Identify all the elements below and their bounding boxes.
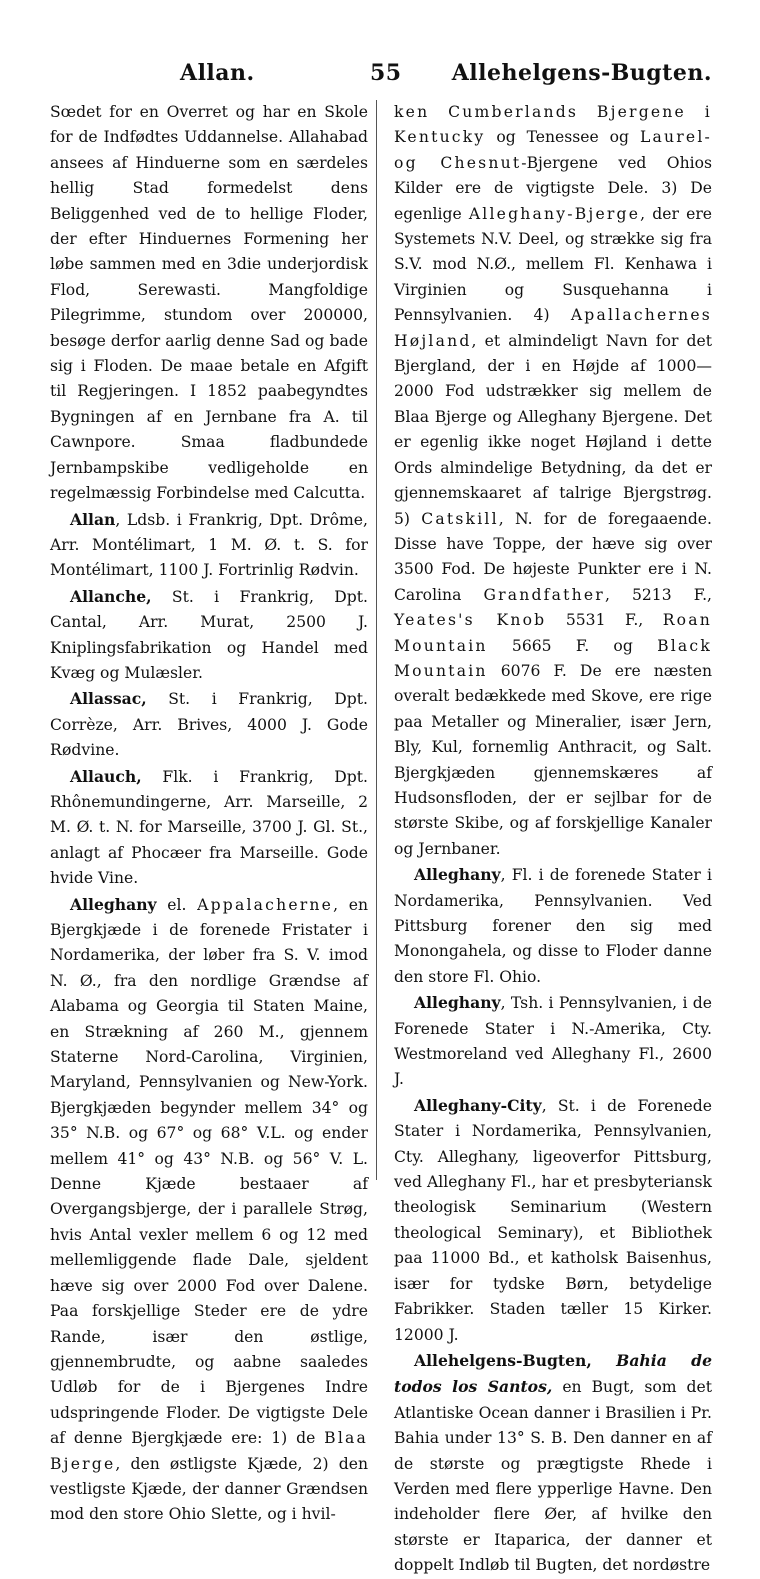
right-column <box>394 100 712 1579</box>
header-right-word: Allehelgens-Bugten. <box>451 60 712 86</box>
headword: Allan <box>70 509 116 529</box>
headword: Alleghany <box>70 894 157 914</box>
entry-alleghany-mountains: Alleghany el. Appalacherne, en Bjergkjæde i de forenede Fristater i Nordamerika, der løber fra S. V. imod N. Ø., fra den nordlige Grændse af Alabama og Georgia til Staten Maine, en Strækning af 260 M., gjennem Staterne Nord-Carolina, Virginien, Maryland, Pennsylvanien og New-York. Bjergkjæden begynder mellem 34° og 35° N.B. og 67° og 68° V.L. og ender mellem 41° og 43° N.B. og 56° V. L. Denne Kjæde bestaaer af Overgangsbjerge, der i parallele Strøg, hvis Antal vexler mellem 6 og 12 med mellemliggende flade Dale, sjeldent hæve sig over 2000 Fod over Dalene. Paa forskjellige Steder ere de ydre Rande, især den østlige, gjennembrudte, og aabne saaledes Udløb for de i Bjergenes Indre udspringende Floder. De vigtigste Dele af denne Bjergkjæde ere: 1) de Blaa Bjerge, den østligste Kjæde, 2) den vestligste Kjæde, der danner Grændsen mod den store Ohio Slette, og i hvil- <box>50 894 368 1524</box>
continued-entry-text: Sœdet for en Overret og har en Skole for de Indfødtes Uddannelse. Allahabad ansees af Hinduerne som en særdeles hellig Stad formedelst dens Beliggenhed ved de to hellige Floder, der efter Hinduernes Formening her løbe sammen med en 3die underjordisk Flod, Serewasti. Mangfoldige Pilegrimme, stundom over 200000, besøge derfor aarlig denne Sad og bade sig i Floden. De maae betale en Afgift til Regjeringen. I 1852 paabegyndtes Bygningen af en Jernbane fra A. til Cawnpore. Smaa fladbundede Jernbampskibe vedligeholde en regelmæssig Forbindelse med Calcutta. <box>50 103 368 503</box>
headword: Allassac, <box>70 689 147 709</box>
headword: Alleghany <box>414 993 501 1013</box>
headword: Allanche, <box>70 586 152 606</box>
entry-alleghany-city: Alleghany-City, St. i de Forenede Stater i Nordamerika, Pennsylvanien, Cty. Alleghany, ligeoverfor Pittsburg, ved Alleghany Fl., har et presbyteriansk theologisk Seminarium (Western theological Seminary), et Bibliothek paa 11000 Bd., et katholsk Baisenhus, især for tydske Børn, betydelige Fabrikker. Staden tæller 15 Kirker. 12000 J. <box>394 1095 712 1344</box>
column-divider <box>376 100 377 1180</box>
page-number: 55 <box>370 60 402 86</box>
entry-allassac: Allassac, St. i Frankrig, Dpt. Corrèze, Arr. Brives, 4000 J. Gode Rødvine. <box>50 689 368 760</box>
headword: Alleghany <box>414 865 501 885</box>
headword: Allehelgens-Bugten, <box>414 1350 592 1370</box>
left-column <box>50 100 368 1528</box>
entry-allauch: Allauch, Flk. i Frankrig, Dpt. Rhônemundingerne, Arr. Marseille, 2 M. Ø. t. N. for Marseille, 3700 J. Gl. St., anlagt af Phocæer fra Marseille. Gode hvide Vine. <box>50 766 368 888</box>
entry-allanche: Allanche, St. i Frankrig, Dpt. Cantal, Arr. Murat, 2500 J. Kniplingsfabrikation og Handel med Kvæg og Mulæsler. <box>50 586 368 682</box>
running-header <box>50 60 712 90</box>
entry-alleghany-township: Alleghany, Tsh. i Pennsylvanien, i de Forenede Stater i N.-Amerika, Cty. Westmoreland ved Alleghany Fl., 2600 J. <box>394 993 712 1089</box>
entry-alleghany-river: Alleghany, Fl. i de forenede Stater i Nordamerika, Pennsylvanien. Ved Pittsburg forener den sig med Monongahela, og disse to Floder danne den store Fl. Ohio. <box>394 865 712 986</box>
continued-alleghany-text: ken Cumberlands Bjergene i Kentucky og Tenessee og Laurel- og Chesnut-Bjergene ved Ohios Kilder ere de vigtigste Dele. 3) De egenlige Alleghany-Bjerge, der ere Systemets N.V. Deel, og strække sig fra S.V. mod N.Ø., mellem Fl. Kenhawa i Virginien og Susquehanna i Pennsylvanien. 4) Apallachernes Højland, et almindeligt Navn for det Bjergland, der i en Højde af 1000—2000 Fod udstrækker sig mellem de Blaa Bjerge og Alleghany Bjergene. Det er egenlig ikke noget Højland i dette Ords almindelige Betydning, da det er gjennemskaaret af talrige Bjergstrøg. 5) Catskill, N. for de foregaaende. Disse have Toppe, der hæve sig over 3500 Fod. De højeste Punkter ere i N. Carolina Grandfather, 5213 F., Yeates's Knob 5531 F., Roan Mountain 5665 F. og Black Mountain 6076 F. De ere næsten overalt bedækkede med Skove, ere rige paa Metaller og Mineralier, især Jern, Bly, Kul, fornemlig Anthracit, og Salt. Bjergkjæden gjennemskæres af Hudsonsfloden, der er sejlbar for de største Skibe, og af forskjellige Kanaler og Jernbaner. <box>394 103 713 858</box>
headword: Allauch, <box>70 766 142 786</box>
entry-allan: Allan, Ldsb. i Frankrig, Dpt. Drôme, Arr. Montélimart, 1 M. Ø. t. S. for Montélimart, 1100 J. Fortrinlig Rødvin. <box>50 509 368 580</box>
header-left-word: Allan. <box>180 60 255 86</box>
entry-allehelgens-bugten: Allehelgens-Bugten, Bahia de todos los Santos, en Bugt, som det Atlantiske Ocean danner i Brasilien i Pr. Bahia under 13° S. B. Den danner en af de største og prægtigste Rhede i Verden med flere ypperlige Havne. Den indeholder flere Øer, af hvilke den største er Itaparica, der danner et doppelt Indløb til Bugten, det nordøstre <box>394 1350 712 1575</box>
headword: Alleghany-City <box>414 1095 542 1115</box>
